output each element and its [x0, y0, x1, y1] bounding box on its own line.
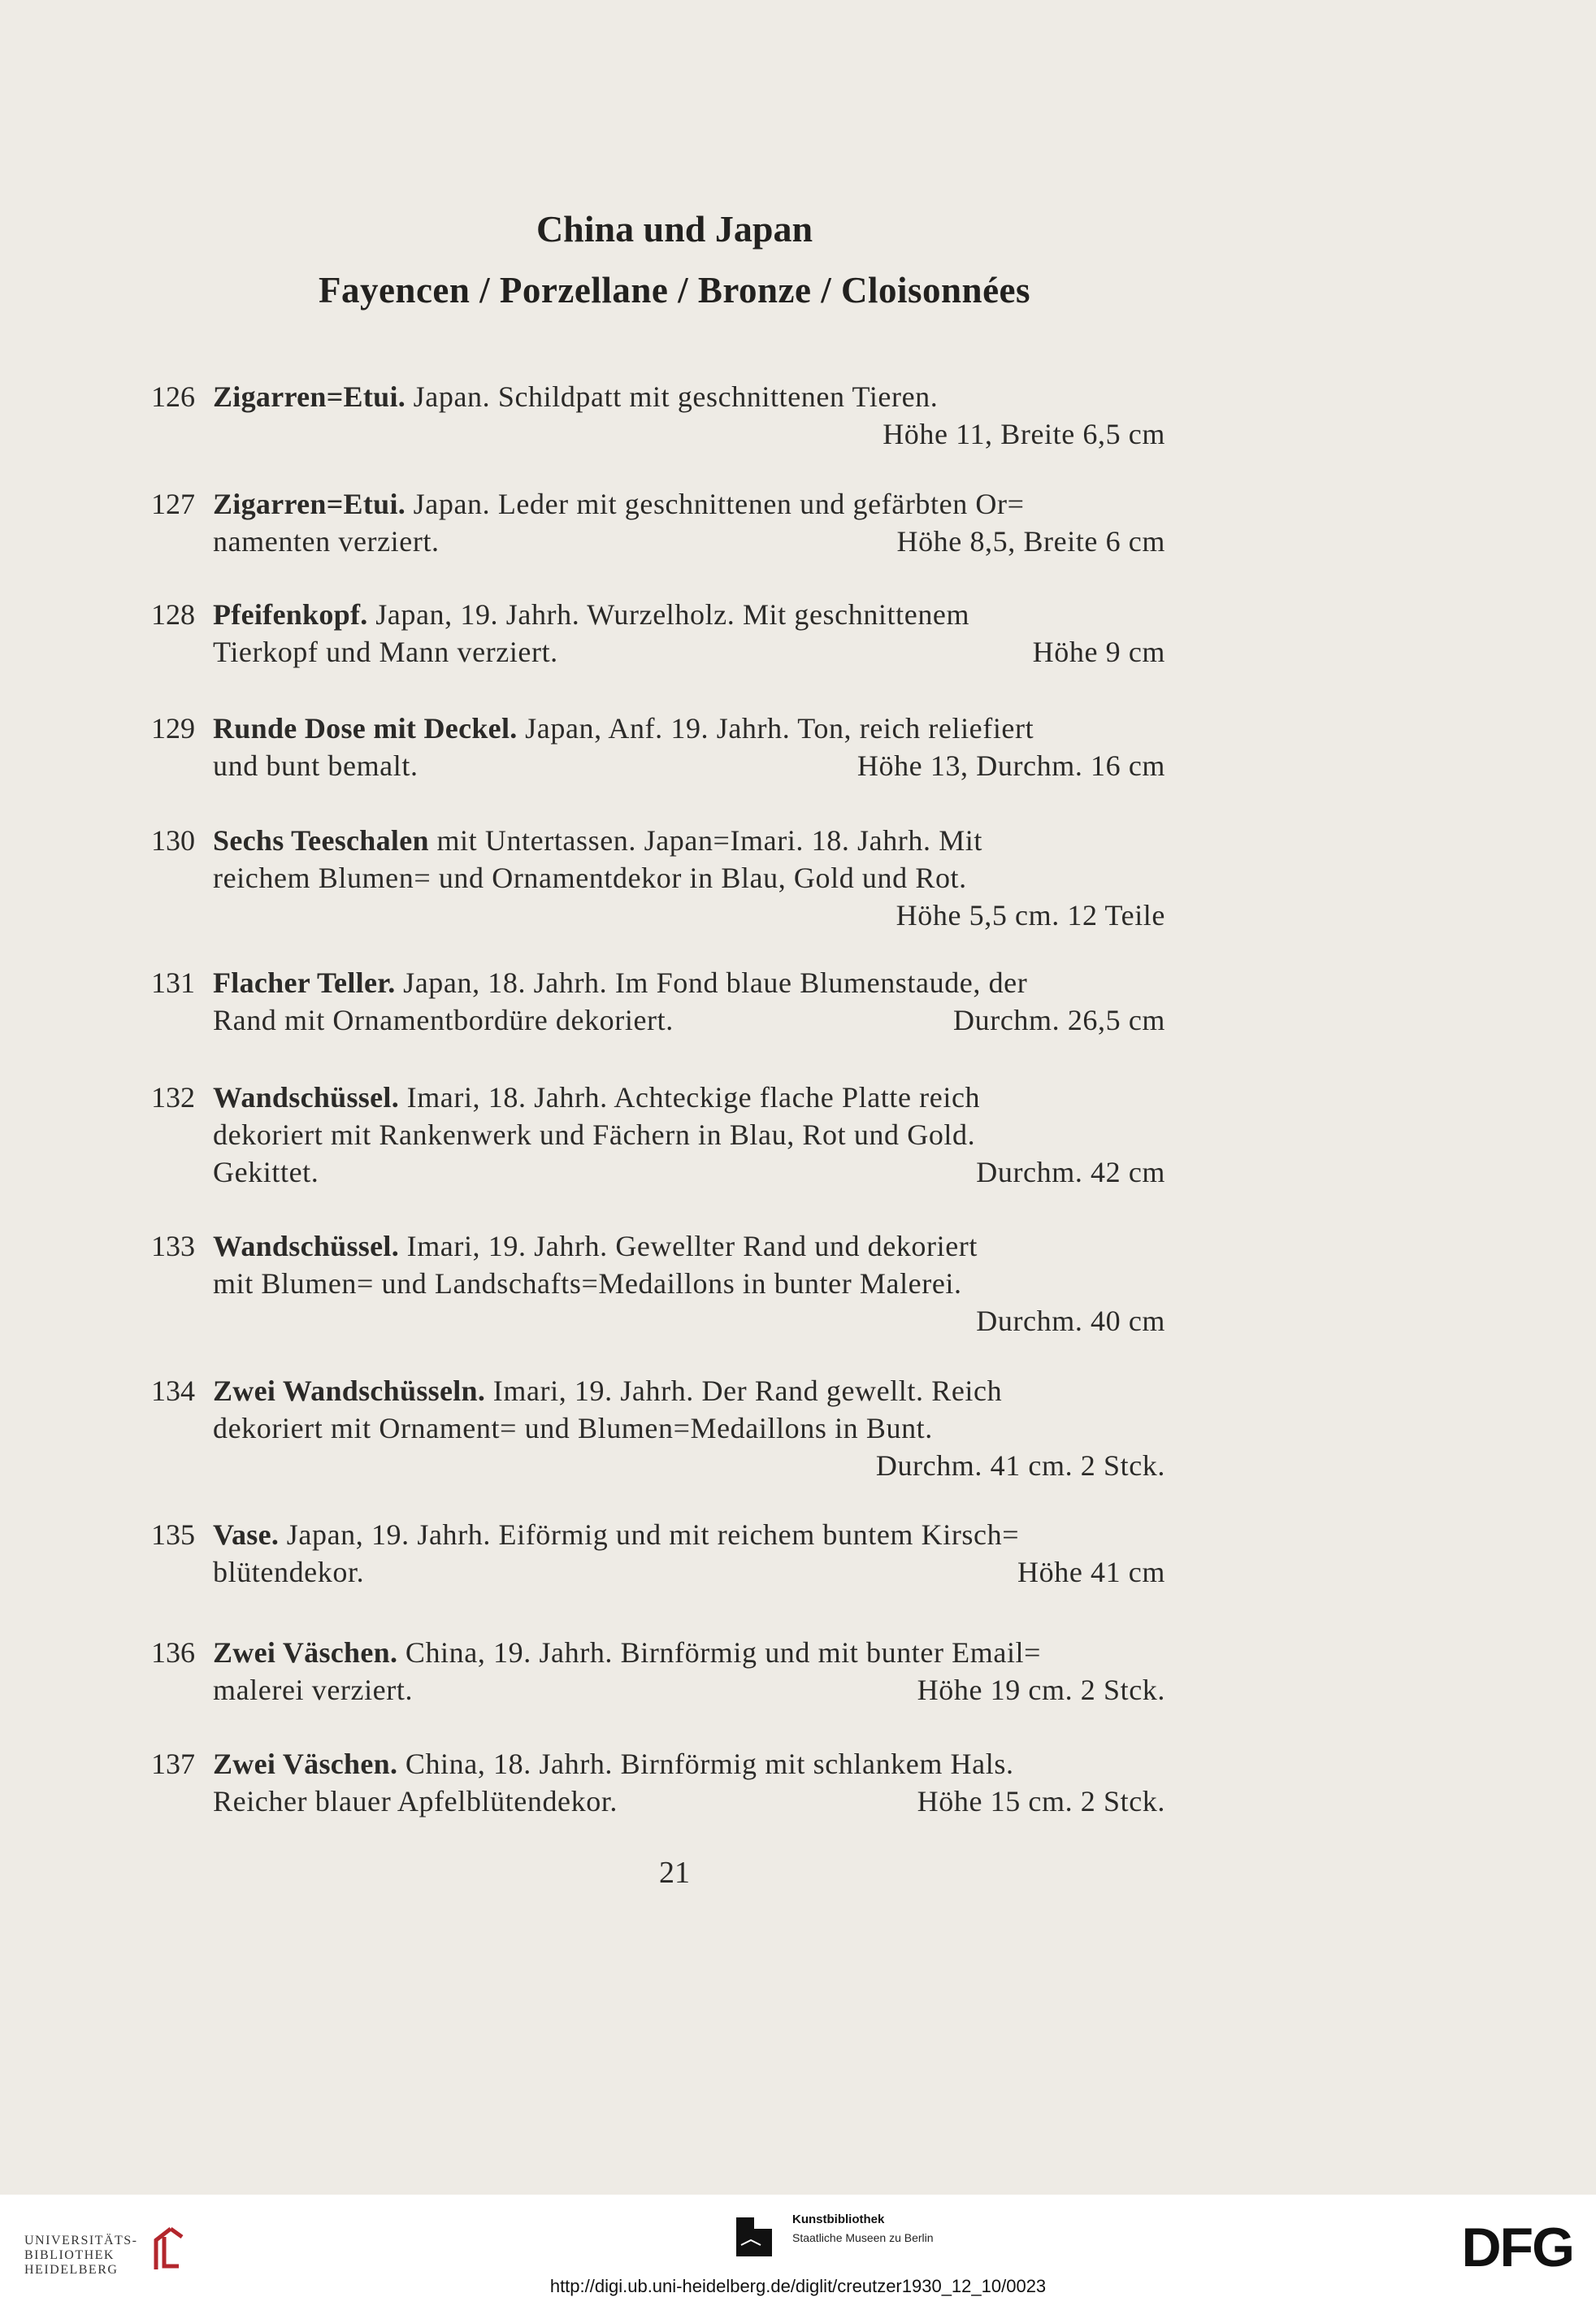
entry-name: Zwei Väschen.: [213, 1636, 398, 1669]
entry-name: Vase.: [213, 1518, 280, 1551]
entry-dimensions: Höhe 13, Durchm. 16 cm: [857, 749, 1165, 782]
entry-text: Japan, 18. Jahrh. Im Fond blaue Blumenstaude, der: [395, 966, 1028, 999]
entry-dimensions: Durchm. 42 cm: [976, 1156, 1165, 1188]
digitization-footer: [0, 2195, 1596, 2306]
page-number: 21: [659, 1856, 690, 1890]
entry-number: 127: [151, 488, 195, 520]
entry-name: Pfeifenkopf.: [213, 598, 368, 631]
entry-number: 128: [151, 598, 195, 631]
entry-line-2: Rand mit Ornamentbordüre dekoriert.: [213, 1004, 674, 1036]
entry-name: Zwei Väschen.: [213, 1748, 398, 1780]
page-subtitle: Fayencen / Porzellane / Bronze / Cloisonnées: [318, 270, 1031, 311]
entry-dimensions: Höhe 19 cm. 2 Stck.: [917, 1674, 1165, 1706]
entry-line-2: dekoriert mit Ornament= und Blumen=Medaillons in Bunt.: [213, 1412, 933, 1444]
entry-line-2: namenten verziert.: [213, 525, 440, 558]
entry-line-1: [213, 822, 1196, 859]
entry-line-2: und bunt bemalt.: [213, 749, 419, 782]
entry-line-1: [213, 1079, 1196, 1116]
entry-text: Japan, 19. Jahrh. Eiförmig und mit reichem buntem Kirsch=: [279, 1518, 1020, 1551]
dfg-logo[interactable]: DFG: [1461, 2217, 1573, 2278]
entry-dimensions: Durchm. 26,5 cm: [953, 1004, 1165, 1036]
source-url[interactable]: http://digi.ub.uni-heidelberg.de/diglit/creutzer1930_12_10/0023: [549, 2276, 1047, 2296]
entry-line-1: [213, 1516, 1196, 1553]
entry-line-1: [213, 596, 1196, 633]
kunstbibliothek-title: Kunstbibliothek: [792, 2213, 885, 2226]
entry-line-1: [213, 1745, 1196, 1783]
entry-dimensions: Höhe 9 cm: [1032, 636, 1165, 668]
page-title: China und Japan: [536, 208, 813, 250]
entry-name: Zigarren=Etui.: [213, 380, 406, 413]
entry-number: 136: [151, 1636, 195, 1669]
entry-text: China, 18. Jahrh. Birnförmig mit schlankem Hals.: [397, 1748, 1014, 1780]
university-logo-icon[interactable]: [146, 2226, 192, 2277]
entry-number: 135: [151, 1518, 195, 1551]
entry-line-2: blütendekor.: [213, 1556, 365, 1588]
entry-line-2: reichem Blumen= und Ornamentdekor in Blau, Gold und Rot.: [213, 862, 967, 894]
entry-number: 137: [151, 1748, 195, 1780]
entry-name: Zigarren=Etui.: [213, 488, 406, 520]
entry-name: Zwei Wandschüsseln.: [213, 1374, 486, 1407]
entry-text: Japan, Anf. 19. Jahrh. Ton, reich reliefiert: [517, 712, 1034, 745]
entry-line-2: mit Blumen= und Landschafts=Medaillons in bunter Malerei.: [213, 1267, 962, 1300]
entry-number: 134: [151, 1374, 195, 1407]
entry-line-2: malerei verziert.: [213, 1674, 414, 1706]
entry-name: Sechs Teeschalen: [213, 824, 429, 857]
kunstbibliothek-subtitle: Staatliche Museen zu Berlin: [792, 2231, 934, 2244]
entry-line-3: Gekittet.: [213, 1156, 319, 1188]
entry-number: 132: [151, 1081, 195, 1114]
entry-text: Japan. Leder mit geschnittenen und gefärbten Or=: [406, 488, 1025, 520]
entry-text: Japan, 19. Jahrh. Wurzelholz. Mit geschnittenem: [367, 598, 970, 631]
entry-number: 133: [151, 1230, 195, 1262]
entry-text: Japan. Schildpatt mit geschnittenen Tieren.: [406, 380, 939, 413]
entry-name: Flacher Teller.: [213, 966, 396, 999]
entry-dimensions: Höhe 5,5 cm. 12 Teile: [896, 899, 1165, 932]
kunstbibliothek-logo-icon[interactable]: [730, 2213, 778, 2265]
entry-text: Imari, 19. Jahrh. Der Rand gewellt. Reich: [485, 1374, 1003, 1407]
entry-line-1: [213, 485, 1196, 523]
entry-line-1: [213, 964, 1196, 1001]
entry-dimensions: Höhe 15 cm. 2 Stck.: [917, 1785, 1165, 1817]
entry-line-2: Tierkopf und Mann verziert.: [213, 636, 558, 668]
entry-dimensions: Höhe 11, Breite 6,5 cm: [883, 418, 1165, 450]
entry-line-1: [213, 1372, 1196, 1409]
entry-line-2: Reicher blauer Apfelblütendekor.: [213, 1785, 618, 1817]
entry-line-2: dekoriert mit Rankenwerk und Fächern in Blau, Rot und Gold.: [213, 1118, 976, 1151]
entry-line-1: [213, 710, 1196, 747]
entry-dimensions: Durchm. 41 cm. 2 Stck.: [875, 1449, 1165, 1482]
university-library-label: UNIVERSITÄTS- BIBLIOTHEK HEIDELBERG: [24, 2234, 138, 2277]
entry-dimensions: Höhe 41 cm: [1017, 1556, 1165, 1588]
entry-dimensions: Höhe 8,5, Breite 6 cm: [896, 525, 1165, 558]
entry-text: mit Untertassen. Japan=Imari. 18. Jahrh. Mit: [428, 824, 983, 857]
entry-number: 129: [151, 712, 195, 745]
entry-text: Imari, 18. Jahrh. Achteckige flache Platte reich: [399, 1081, 981, 1114]
entry-text: Imari, 19. Jahrh. Gewellter Rand und dekoriert: [399, 1230, 978, 1262]
entry-text: China, 19. Jahrh. Birnförmig und mit bunter Email=: [397, 1636, 1042, 1669]
entry-line-1: [213, 378, 1196, 415]
entry-number: 130: [151, 824, 195, 857]
entry-name: Wandschüssel.: [213, 1230, 399, 1262]
entry-number: 131: [151, 966, 195, 999]
entry-line-1: [213, 1634, 1196, 1671]
entry-line-1: [213, 1227, 1196, 1265]
entry-dimensions: Durchm. 40 cm: [976, 1305, 1165, 1337]
entry-name: Runde Dose mit Deckel.: [213, 712, 518, 745]
entry-number: 126: [151, 380, 195, 413]
entry-name: Wandschüssel.: [213, 1081, 399, 1114]
